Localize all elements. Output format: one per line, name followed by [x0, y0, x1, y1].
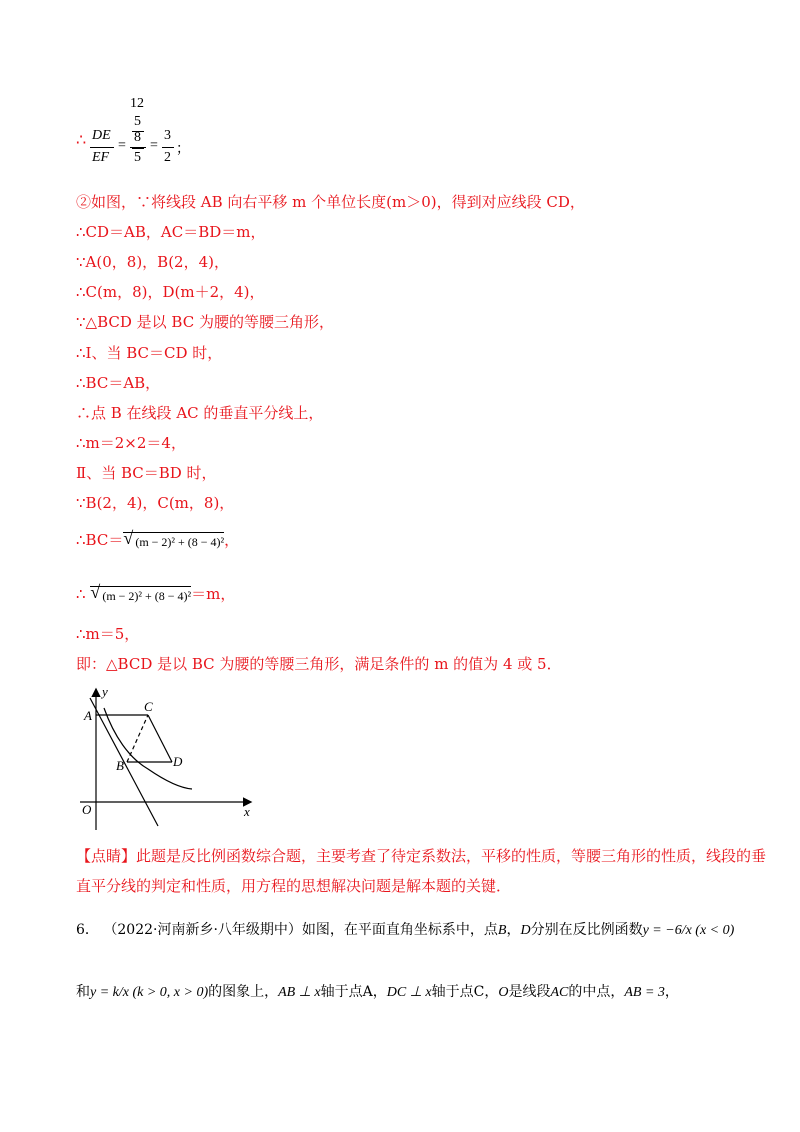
- bc-sqrt-line: [76, 530, 239, 551]
- problem-text-1: 如图，在平面直角坐标系中，点: [301, 922, 498, 938]
- frac-12: 12: [130, 96, 144, 111]
- label-x: x: [244, 804, 250, 819]
- label-o: O: [82, 802, 92, 817]
- comment-line-2: 直平分线的判定和性质，用方程的思想解决问题是解本题的关键．: [76, 877, 512, 895]
- eq-sqrt: √ (m − 2)² + (8 − 4)²: [90, 586, 191, 605]
- solution-line-5: ∵△BCD 是以 BC 为腰的等腰三角形，: [76, 313, 334, 331]
- point-b: B: [497, 923, 507, 938]
- separator-3: ，: [484, 984, 499, 1000]
- frac-3: 3: [164, 128, 171, 143]
- point-d: D: [520, 923, 531, 938]
- ab-perp: AB ⊥ x: [278, 985, 321, 1000]
- solution-line-2: ∴CD＝AB，AC＝BD＝m，: [76, 223, 266, 241]
- label-d: D: [173, 754, 183, 769]
- problem-text-1b: 分别在反比例函数: [530, 922, 643, 938]
- solution-line-9: ∴m＝2×2＝4，: [76, 434, 186, 452]
- point-a: A: [362, 984, 373, 1000]
- eq-sqrt-line: [76, 584, 235, 605]
- problem-number: 6．: [76, 922, 99, 938]
- m5-line: ∴m＝5，: [76, 625, 140, 643]
- problem-text-2f: 的中点，: [568, 984, 625, 1000]
- ab-value: AB = 3: [624, 985, 665, 1000]
- problem-line-1: [76, 920, 734, 941]
- frac-5a: 5: [134, 114, 141, 129]
- eq-prefix: ∴: [76, 585, 86, 603]
- problem-text-2b: 的图象上，: [208, 984, 279, 1000]
- label-b: B: [116, 758, 124, 773]
- function-2: y = k/x (k > 0, x > 0): [90, 985, 209, 1000]
- label-c: C: [144, 699, 153, 714]
- problem-text-2d: 轴于点: [431, 984, 474, 1000]
- solution-line-6: ∴Ⅰ、当 BC＝CD 时，: [76, 344, 223, 362]
- eq-sign-2: =: [150, 138, 158, 153]
- segment-bc-dashed: [127, 715, 148, 762]
- frac-de: DE: [92, 128, 111, 143]
- frac-end: ；: [176, 142, 190, 157]
- comment-text-1: 此题是反比例函数综合题，主要考查了待定系数法，平移的性质，等腰三角形的性质，线段的垂: [136, 847, 767, 865]
- function-1: y = −6/x (x < 0): [642, 923, 735, 938]
- solution-line-7: ∴BC＝AB，: [76, 374, 161, 392]
- solution-line-8: ∴点 B 在线段 AC 的垂直平分线上，: [76, 404, 324, 422]
- bc-suffix: ，: [224, 531, 240, 549]
- therefore-sign: ∴: [76, 132, 87, 149]
- frac-2: 2: [164, 150, 171, 165]
- eq-suffix: ＝m，: [191, 585, 236, 603]
- comment-line-1: [76, 846, 766, 866]
- point-o: O: [498, 985, 509, 1000]
- problem-text-2a: 和: [76, 984, 90, 1000]
- solution-line-1: ②如图，∵将线段 AB 向右平移 m 个单位长度(m＞0)，得到对应线段 CD，: [76, 193, 585, 211]
- eq-sign: =: [118, 138, 126, 153]
- frac-ef: EF: [92, 150, 110, 165]
- solution-line-11: ∵B(2，4)，C(m，8)，: [76, 494, 235, 512]
- comment-tag: 【点睛】: [76, 847, 137, 865]
- frac-8: 8: [134, 130, 141, 145]
- label-a: A: [84, 708, 92, 723]
- bc-prefix: ∴BC＝: [76, 531, 124, 549]
- dc-perp: DC ⊥ x: [386, 985, 432, 1000]
- segment-ac-label: AC: [550, 985, 569, 1000]
- problem-line-2: [76, 982, 679, 1003]
- conclusion-line: 即：△BCD 是以 BC 为腰的等腰三角形，满足条件的 m 的值为 4 或 5．: [76, 655, 562, 673]
- solution-line-3: ∵A(0，8)，B(2，4)，: [76, 253, 229, 271]
- separator-2: ，: [372, 984, 387, 1000]
- separator: ，: [506, 922, 521, 938]
- line-end: ，: [664, 984, 679, 1000]
- segment-cd: [148, 715, 172, 762]
- solution-line-4: ∴C(m，8)，D(m＋2，4)，: [76, 283, 265, 301]
- problem-text-2c: 轴于点: [320, 984, 363, 1000]
- point-c: C: [473, 984, 485, 1000]
- solution-line-10: Ⅱ、当 BC＝BD 时，: [76, 464, 217, 482]
- problem-source: （2022·河南新乡·八年级期中）: [103, 922, 302, 938]
- label-y: y: [102, 684, 108, 699]
- problem-text-2e: 是线段: [508, 984, 551, 1000]
- bc-sqrt: √ (m − 2)² + (8 − 4)²: [123, 532, 224, 551]
- frac-5b: 5: [134, 150, 141, 165]
- coordinate-figure: [74, 684, 264, 834]
